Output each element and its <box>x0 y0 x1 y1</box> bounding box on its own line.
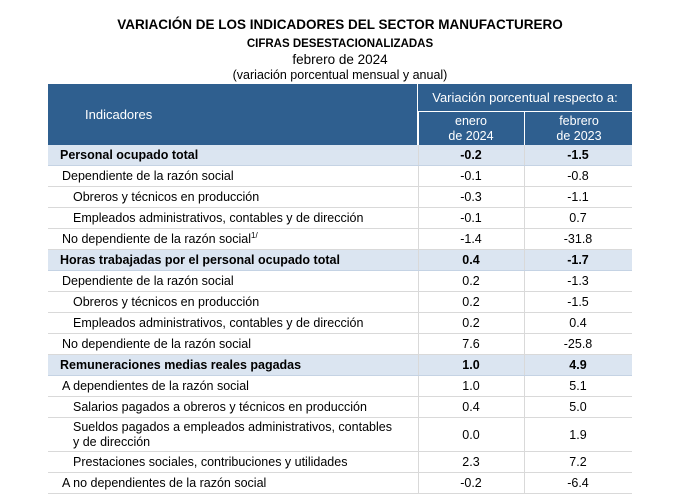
row-value-monthly: 1.0 <box>462 379 480 393</box>
column-separator <box>418 397 419 417</box>
table-row <box>48 397 632 418</box>
row-value-monthly: -0.2 <box>460 148 482 162</box>
column-separator <box>524 187 525 207</box>
table-row <box>48 313 632 334</box>
report-note: (variación porcentual mensual y anual) <box>232 68 448 82</box>
row-label: A no dependientes de la razón social <box>62 475 267 490</box>
column-separator <box>524 452 525 472</box>
row-value-monthly: -1.4 <box>460 232 482 246</box>
row-label: Horas trabajadas por el personal ocupado total <box>60 252 340 267</box>
table-row <box>48 418 632 452</box>
row-value-annual: -1.7 <box>567 253 589 267</box>
table-header <box>48 84 632 145</box>
row-value-annual: 4.9 <box>569 358 587 372</box>
row-value-monthly: 7.6 <box>462 337 480 351</box>
table-row <box>48 452 632 473</box>
row-value-annual: 5.0 <box>569 400 587 414</box>
row-label: Remuneraciones medias reales pagadas <box>60 357 302 372</box>
row-label: Empleados administrativos, contables y de dirección <box>73 210 364 225</box>
row-label: A dependientes de la razón social <box>62 378 249 393</box>
table-row-section <box>48 250 632 271</box>
column-separator <box>524 355 525 375</box>
row-label: Prestaciones sociales, contribuciones y utilidades <box>73 454 348 469</box>
row-value-annual: 1.9 <box>569 427 587 442</box>
column-separator <box>524 271 525 291</box>
indicators-table <box>48 84 632 494</box>
variation-group-header: Variación porcentual respecto a: <box>418 84 632 112</box>
column-separator <box>524 292 525 312</box>
column-separator <box>524 166 525 186</box>
row-value-monthly: 0.2 <box>462 295 480 309</box>
row-value-monthly: 2.3 <box>462 455 480 469</box>
column-header-feb-line1: febrero <box>559 113 599 128</box>
column-separator <box>418 229 419 249</box>
row-value-monthly: 0.4 <box>462 400 480 414</box>
table-row <box>48 376 632 397</box>
row-label <box>48 232 418 247</box>
row-value-monthly: 0.2 <box>462 274 480 288</box>
column-separator <box>418 334 419 354</box>
row-label: No dependiente de la razón social <box>62 336 252 351</box>
column-separator <box>524 334 525 354</box>
column-separator <box>524 473 525 493</box>
column-separator <box>524 208 525 228</box>
table-row <box>48 208 632 229</box>
column-separator <box>418 250 419 270</box>
report-subtitle: CIFRAS DESESTACIONALIZADAS <box>246 38 434 50</box>
row-label: Salarios pagados a obreros y técnicos en producción <box>73 399 367 414</box>
row-value-monthly: -0.1 <box>460 169 482 183</box>
table-row <box>48 334 632 355</box>
column-separator <box>418 355 419 375</box>
indicators-column-header: Indicadores <box>85 107 153 122</box>
column-separator <box>418 313 419 333</box>
row-label: Dependiente de la razón social <box>62 168 234 183</box>
column-separator <box>418 376 419 396</box>
column-separator <box>418 452 419 472</box>
report-period: febrero de 2024 <box>292 52 388 67</box>
row-label-text: No dependiente de la razón social <box>62 231 252 246</box>
column-header-feb-2023 <box>524 112 633 145</box>
row-value-annual: 7.2 <box>569 455 587 469</box>
row-label: Empleados administrativos, contables y de dirección <box>73 315 364 330</box>
table-row <box>48 229 632 250</box>
column-separator <box>418 473 419 493</box>
column-separator <box>418 187 419 207</box>
row-value-annual: -6.4 <box>567 476 589 490</box>
table-row <box>48 271 632 292</box>
column-separator <box>524 313 525 333</box>
column-separator <box>524 145 525 165</box>
row-label: Personal ocupado total <box>60 147 199 162</box>
table-row-section <box>48 355 632 376</box>
row-label: Sueldos pagados a empleados administrativos, contables y de dirección <box>73 419 392 449</box>
row-value-annual: -31.8 <box>563 232 593 246</box>
column-separator <box>524 229 525 249</box>
row-value-monthly: 0.2 <box>462 316 480 330</box>
row-label: Obreros y técnicos en producción <box>73 189 260 204</box>
row-value-monthly: 0.0 <box>462 427 480 442</box>
column-separator <box>524 250 525 270</box>
column-header-jan-2024 <box>418 112 523 145</box>
row-value-annual: 0.4 <box>569 316 587 330</box>
footnote-marker: 1/ <box>251 230 258 240</box>
column-separator <box>418 145 419 165</box>
column-header-jan-line2: de 2024 <box>448 128 494 143</box>
column-separator <box>524 397 525 417</box>
table-row <box>48 473 632 494</box>
row-label: Obreros y técnicos en producción <box>73 294 260 309</box>
column-separator <box>524 376 525 396</box>
row-value-annual: -1.3 <box>567 274 589 288</box>
row-value-annual: -1.5 <box>567 148 589 162</box>
column-separator <box>418 418 419 451</box>
table-row <box>48 166 632 187</box>
row-value-annual: 5.1 <box>569 379 587 393</box>
row-value-annual: -25.8 <box>563 337 593 351</box>
row-value-annual: -1.5 <box>567 295 589 309</box>
row-value-monthly: 1.0 <box>462 358 480 372</box>
table-row-section <box>48 145 632 166</box>
row-value-monthly: -0.2 <box>460 476 482 490</box>
row-value-monthly: 0.4 <box>462 253 480 267</box>
column-separator <box>418 292 419 312</box>
row-value-annual: -0.8 <box>567 169 589 183</box>
column-header-jan-line1: enero <box>455 113 487 128</box>
row-value-annual: -1.1 <box>567 190 589 204</box>
report-title: VARIACIÓN DE LOS INDICADORES DEL SECTOR MANUFACTURERO <box>117 17 563 32</box>
column-separator <box>418 166 419 186</box>
column-separator <box>418 271 419 291</box>
column-separator <box>524 418 525 451</box>
row-value-annual: 0.7 <box>569 211 587 225</box>
column-header-feb-line2: de 2023 <box>556 128 602 143</box>
column-separator <box>418 208 419 228</box>
table-row <box>48 187 632 208</box>
row-value-monthly: -0.1 <box>460 211 482 225</box>
row-value-monthly: -0.3 <box>460 190 482 204</box>
row-label: Dependiente de la razón social <box>62 273 234 288</box>
table-row <box>48 292 632 313</box>
